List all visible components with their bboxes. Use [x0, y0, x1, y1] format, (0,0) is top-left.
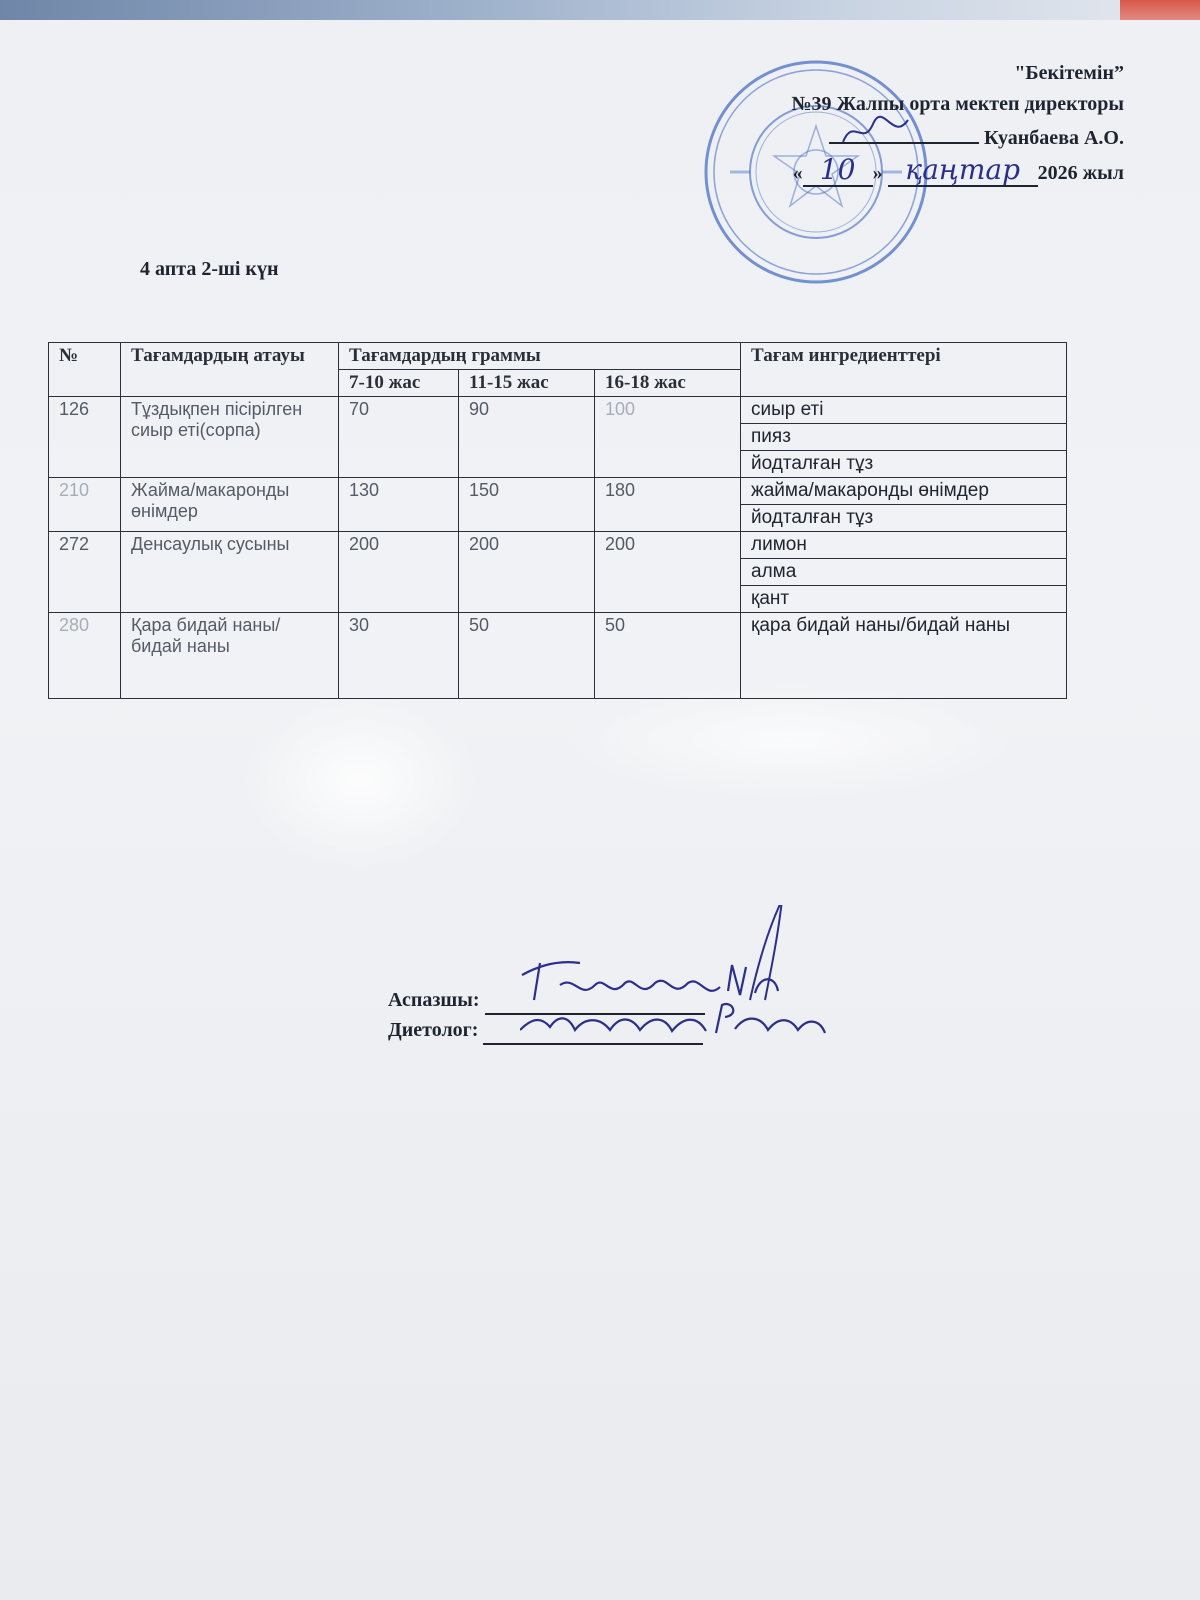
handwritten-signatures	[520, 905, 840, 1065]
document-sheet	[0, 20, 1200, 1600]
grams-16-18: 100	[595, 397, 741, 478]
dish-name: Жайма/макаронды өнімдер	[121, 478, 339, 532]
approval-date	[664, 154, 1124, 189]
table-row	[49, 613, 1067, 699]
header-age-7-10: 7-10 жас	[339, 370, 459, 397]
header-dish: Тағамдардың атауы	[121, 343, 339, 397]
date-month: қаңтар	[888, 154, 1038, 187]
dish-number: 272	[49, 532, 121, 613]
approval-title: "Бекітемін”	[1014, 62, 1124, 84]
approval-name: Куанбаева А.О.	[984, 127, 1124, 149]
ingredient: пияз	[741, 424, 1067, 451]
date-day: 10	[803, 154, 873, 187]
day-title: 4 апта 2-ші күн	[140, 258, 279, 280]
cook-label: Аспазшы:	[388, 989, 480, 1011]
grams-11-15: 50	[459, 613, 595, 699]
date-year: 2026 жыл	[1037, 162, 1124, 184]
ingredient: алма	[741, 559, 1067, 586]
grams-16-18: 200	[595, 532, 741, 613]
approval-position: №39 Жалпы орта мектеп директоры	[791, 93, 1124, 115]
grams-16-18: 180	[595, 478, 741, 532]
ingredient: жайма/макаронды өнімдер	[741, 478, 1067, 505]
menu-table	[48, 342, 1067, 699]
dish-name: Тұздықпен пісірілген сиыр еті(сорпа)	[121, 397, 339, 478]
header-num: №	[49, 343, 121, 397]
header-ingredients: Тағам ингредиенттері	[741, 343, 1067, 397]
grams-7-10: 130	[339, 478, 459, 532]
grams-11-15: 90	[459, 397, 595, 478]
header-age-11-15: 11-15 жас	[459, 370, 595, 397]
dietitian-label: Диетолог:	[388, 1019, 479, 1041]
ingredient: йодталған тұз	[741, 505, 1067, 532]
grams-7-10: 30	[339, 613, 459, 699]
grams-7-10: 200	[339, 532, 459, 613]
table-row	[49, 478, 1067, 505]
table-row	[49, 532, 1067, 559]
header-age-16-18: 16-18 жас	[595, 370, 741, 397]
grams-11-15: 150	[459, 478, 595, 532]
table-header-row	[49, 343, 1067, 370]
ingredient: лимон	[741, 532, 1067, 559]
grams-16-18: 50	[595, 613, 741, 699]
dish-name: Қара бидай наны/бидай наны	[121, 613, 339, 699]
date-close-quote: »	[872, 162, 883, 184]
dish-number: 280	[49, 613, 121, 699]
ingredient: сиыр еті	[741, 397, 1067, 424]
table-row	[49, 397, 1067, 424]
ingredient: қант	[741, 586, 1067, 613]
grams-7-10: 70	[339, 397, 459, 478]
header-grams: Тағамдардың граммы	[339, 343, 741, 370]
grams-11-15: 200	[459, 532, 595, 613]
ingredient: йодталған тұз	[741, 451, 1067, 478]
dish-number: 126	[49, 397, 121, 478]
director-signature-mark	[838, 112, 918, 152]
date-open-quote: «	[792, 162, 803, 184]
ingredient: қара бидай наны/бидай наны	[741, 613, 1067, 699]
dish-number: 210	[49, 478, 121, 532]
dish-name: Денсаулық сусыны	[121, 532, 339, 613]
